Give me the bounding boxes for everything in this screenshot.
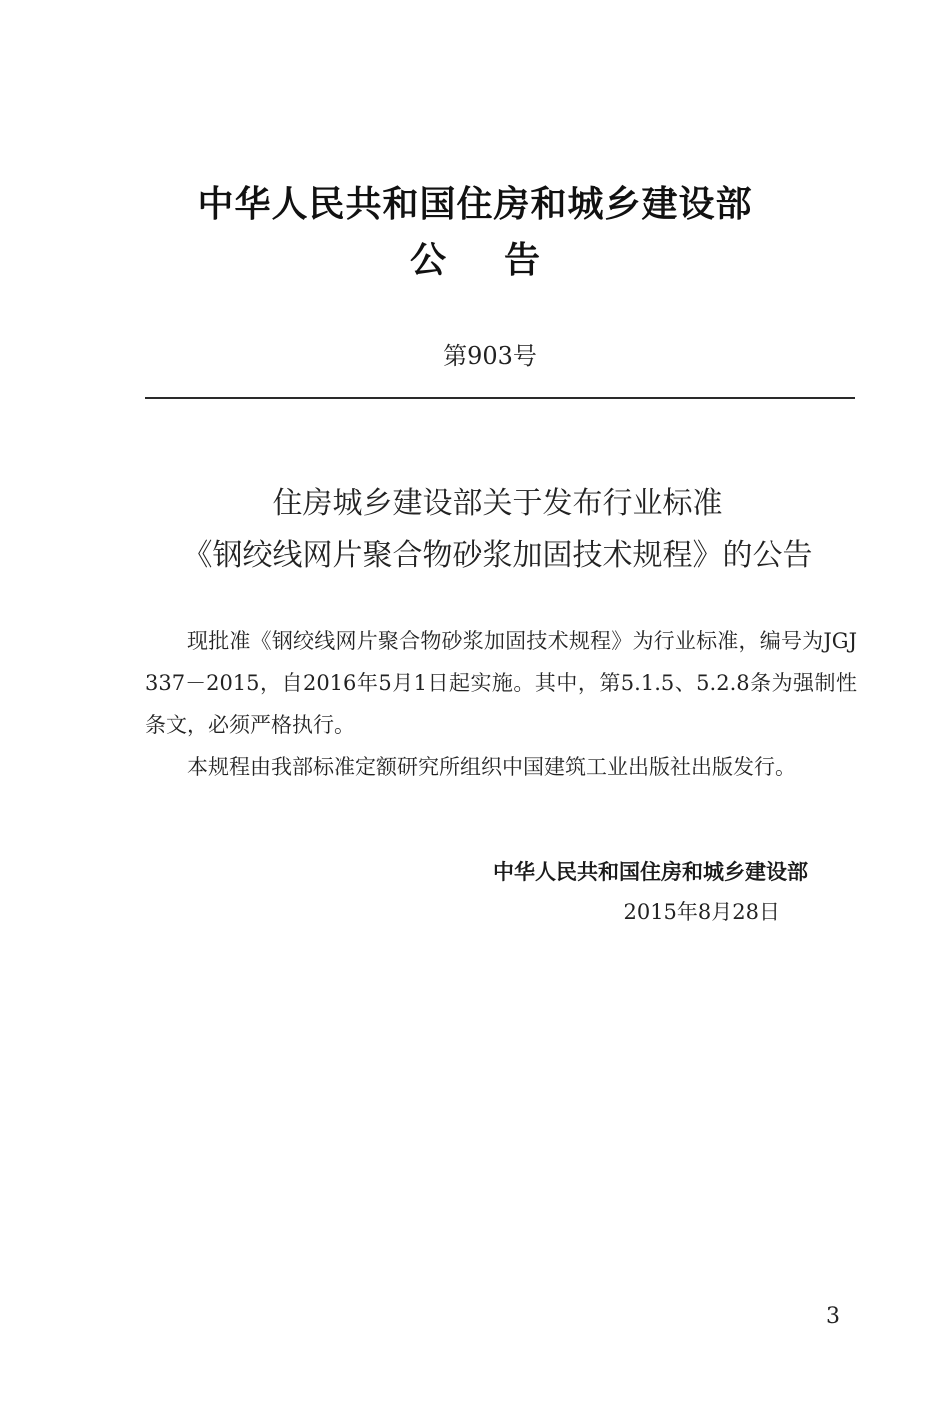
page-number: 3 — [826, 1304, 840, 1329]
body-paragraph-2: 本规程由我部标准定额研究所组织中国建筑工业出版社出版发行。 — [187, 755, 796, 779]
ministry-title: 中华人民共和国住房和城乡建设部 — [197, 184, 753, 225]
notice-title — [0, 478, 950, 582]
announcement-heading: 公告 — [409, 240, 598, 281]
document-number: 第903号 — [443, 342, 537, 370]
notice-title-line-1: 住房城乡建设部关于发布行业标准 — [272, 486, 723, 521]
issue-date: 2015年8月28日 — [623, 900, 780, 924]
notice-title-line-2: 《钢绞线网片聚合物砂浆加固技术规程》的公告 — [182, 538, 813, 573]
header-divider — [145, 397, 855, 399]
notice-body — [145, 620, 857, 788]
issuer-signature: 中华人民共和国住房和城乡建设部 — [493, 860, 808, 884]
body-paragraph-1: 现批准《钢绞线网片聚合物砂浆加固技术规程》为行业标准，编号为JGJ 337－2015，自2016年5月1日起实施。其中，第5.1.5、5.2.8条为强制性条文，必须严格执行。 — [145, 629, 857, 737]
